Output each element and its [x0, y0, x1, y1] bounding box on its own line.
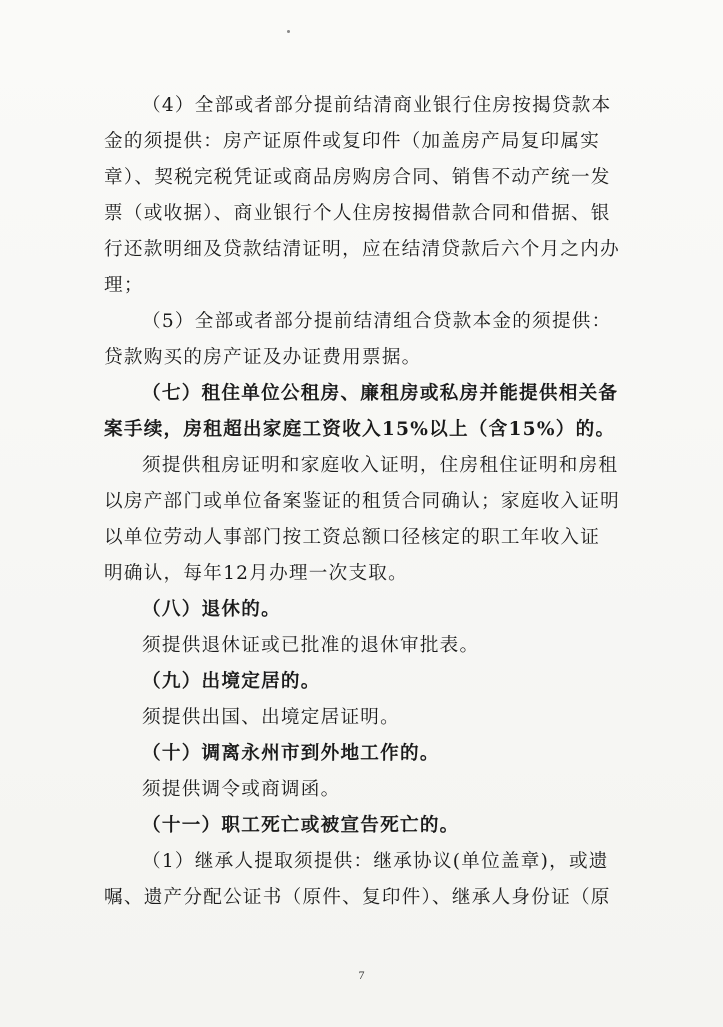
body-paragraph [104, 844, 644, 916]
text-line: 以房产部门或单位备案鉴证的租赁合同确认；家庭收入证明 [104, 491, 620, 512]
text-line: 金的须提供：房产证原件或复印件（加盖房产局复印属实 [104, 131, 601, 152]
section-heading [104, 736, 644, 772]
body-paragraph [104, 628, 644, 664]
text-line: 嘱、遗产分配公证书（原件、复印件）、继承人身份证（原 [104, 887, 611, 908]
text-line: 须提供退休证或已批准的退休审批表。 [142, 635, 480, 656]
text-line: （七）租住单位公租房、廉租房或私房并能提供相关备 [142, 383, 619, 404]
text-line: 行还款明细及贷款结清证明，应在结清贷款后六个月之内办 [104, 239, 620, 260]
text-line: （八）退休的。 [142, 599, 281, 620]
body-paragraph [104, 304, 644, 376]
text-line: 章）、契税完税凭证或商品房购房合同、销售不动产统一发 [104, 167, 611, 188]
text-line: （十一）职工死亡或被宣告死亡的。 [142, 815, 460, 836]
document-body [104, 88, 644, 916]
section-heading [104, 376, 644, 448]
body-paragraph [104, 772, 644, 808]
text-line: （九）出境定居的。 [142, 671, 321, 692]
section-heading [104, 664, 644, 700]
scan-speck [287, 30, 290, 33]
text-line: 案手续，房租超出家庭工资收入15%以上（含15%）的。 [104, 419, 616, 440]
text-line: 票（或收据）、商业银行个人住房按揭借款合同和借据、银 [104, 203, 611, 224]
text-line: （十）调离永州市到外地工作的。 [142, 743, 440, 764]
text-line: 贷款购买的房产证及办证费用票据。 [104, 347, 422, 368]
page-number: 7 [358, 968, 365, 982]
section-heading [104, 808, 644, 844]
text-line: 以单位劳动人事部门按工资总额口径核定的职工年收入证 [104, 527, 601, 548]
text-line: 须提供调令或商调函。 [142, 779, 341, 800]
text-line: 理； [104, 275, 144, 296]
text-line: 须提供租房证明和家庭收入证明，住房租住证明和房租 [142, 455, 619, 476]
body-paragraph [104, 448, 644, 592]
body-paragraph [104, 88, 644, 304]
text-line: （5）全部或者部分提前结清组合贷款本金的须提供： [142, 311, 612, 332]
body-paragraph [104, 700, 644, 736]
text-line: （1）继承人提取须提供：继承协议(单位盖章)，或遗 [142, 851, 609, 872]
text-line: 须提供出国、出境定居证明。 [142, 707, 400, 728]
section-heading [104, 592, 644, 628]
text-line: 明确认，每年12月办理一次支取。 [104, 563, 408, 584]
text-line: （4）全部或者部分提前结清商业银行住房按揭贷款本 [142, 95, 612, 116]
